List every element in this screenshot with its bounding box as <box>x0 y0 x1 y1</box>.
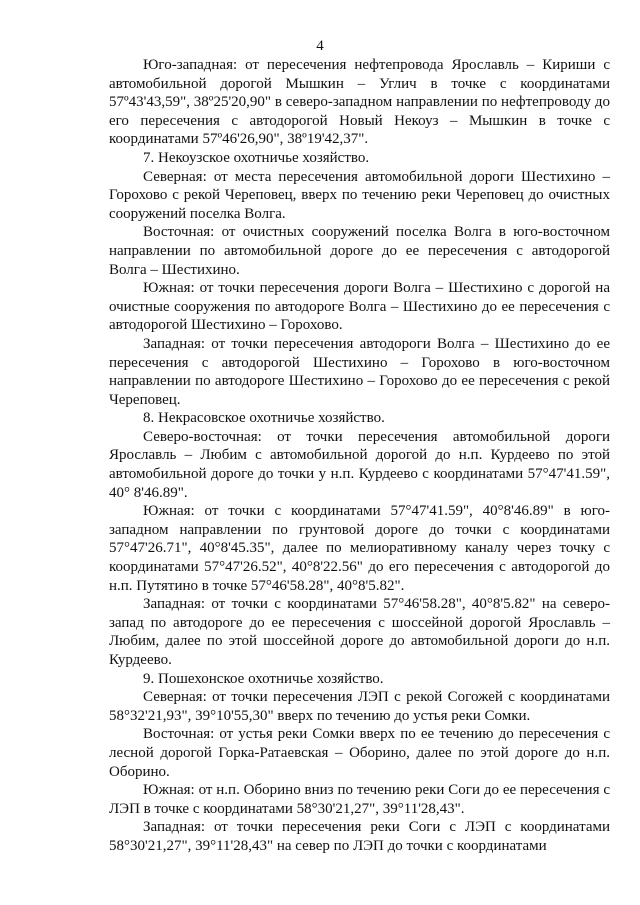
paragraph-south-boundary-7: Южная: от точки пересечения дороги Волга – Шестихино с дорогой на очистные сооружения по автодороге Волга – Шестихино до ее пересечения с автодорогой Шестихино – Горохово. <box>109 280 610 334</box>
paragraph-southwest-boundary-6: Юго-западная: от пересечения нефтепровода Ярославль – Кириши с автомобильной дорогой Мышкин – Углич в точке с координатами 57º43'43,59", 38º25'20,90" в северо-западном направлении по нефтепроводу до его пересечения с автодорогой Новый Некоуз – Мышкин в точке с координатами 57º46'26,90", 38º19'42,37". <box>109 57 610 148</box>
paragraph-west-boundary-9: Западная: от точки пересечения реки Соги с ЛЭП с координатами 58°30'21,27", 39°11'28,43" на север по ЛЭП до точки с координатами <box>109 819 610 854</box>
paragraph-north-boundary-9: Северная: от точки пересечения ЛЭП с рекой Согожей с координатами 58°32'21,93", 39°10'55,30" вверх по течению до устья реки Сомки. <box>109 689 610 724</box>
document-body <box>109 56 610 856</box>
paragraph-east-boundary-7: Восточная: от очистных сооружений поселка Волга в юго-восточном направлении по автомобильной дороге до ее пересечения с автодорогой Волга – Шестихино. <box>109 224 610 278</box>
paragraph-west-boundary-8: Западная: от точки с координатами 57°46'58.28", 40°8'5.82" на северо-запад по автодороге до ее пересечения с шоссейной дорогой Ярославль – Любим, далее по этой шоссейной дороге до автомобильной дороги до н.п. Курдеево. <box>109 596 610 668</box>
paragraph-south-boundary-9: Южная: от н.п. Оборино вниз по течению реки Соги до ее пересечения с ЛЭП в точке с координатами 58°30'21,27", 39°11'28,43". <box>109 782 610 817</box>
paragraph-north-boundary-7: Северная: от места пересечения автомобильной дороги Шестихино – Горохово с рекой Череповец, вверх по течению реки Череповец до очистных сооружений поселка Волга. <box>109 168 610 222</box>
paragraph-northeast-boundary-8: Северо-восточная: от точки пересечения автомобильной дороги Ярославль – Любим с автомобильной дорогой до н.п. Курдеево по этой автомобильной дороге до точки у н.п. Курдеево с координатами 57°47'41.59", 40° 8'46.89". <box>109 428 610 501</box>
paragraph-west-boundary-7: Западная: от точки пересечения автодороги Волга – Шестихино до ее пересечения с автодорогой Шестихино – Горохово в юго-восточном направлении по автодороге Шестихино – Горохово до ее пересечения с рекой Череповец. <box>109 335 610 408</box>
paragraph-south-boundary-8: Южная: от точки с координатами 57°47'41.59", 40°8'46.89" в юго-западном направлении по грунтовой дороге до точки с координатами 57°47'26.71", 40°8'45.35", далее по мелиоративному каналу через точку с координатами 57°47'26.52", 40°8'22.56" до его пересечения с автодорогой до н.п. Путятино в точке 57°46'58.28", 40°8'5.82". <box>109 503 610 594</box>
page-number: 4 <box>316 38 324 54</box>
section-heading-9: 9. Пошехонское охотничье хозяйство. <box>143 670 384 687</box>
section-heading-7: 7. Некоузское охотничье хозяйство. <box>143 149 370 166</box>
paragraph-east-boundary-9: Восточная: от устья реки Сомки вверх по ее течению до пересечения с лесной дорогой Горка-Ратаевская – Оборино, далее по этой дороге до н.п. Оборино. <box>109 726 610 780</box>
section-heading-8: 8. Некрасовское охотничье хозяйство. <box>143 410 385 427</box>
